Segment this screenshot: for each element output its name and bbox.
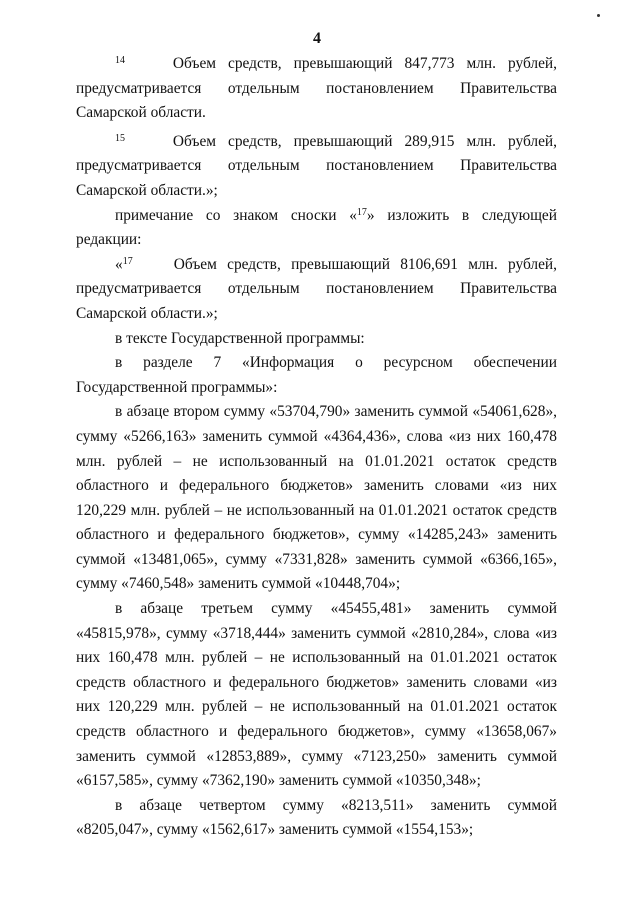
page-number: 4 xyxy=(313,30,321,47)
paragraph: в абзаце третьем сумму «45455,481» заменить суммой «45815,978», сумму «3718,444» заменить суммой «2810,284», слова «из них 160,478 млн. рублей – не использованный на 01.01.2021 остаток средств областного и федерального бюджетов» заменить словами «из них 120,229 млн. рублей – не использованный на 01.01.2021 остаток средств областного и федерального бюджетов», сумму «13658,067» заменить суммой «12853,889», сумму «7123,250» заменить суммой «6157,585», сумму «7362,190» заменить суммой «10350,348»; xyxy=(76,600,557,790)
footnote-mark: 15 xyxy=(115,132,125,144)
note-instruction xyxy=(76,204,557,253)
footnote-mark: 17 xyxy=(356,206,367,218)
paragraph: в абзаце втором сумму «53704,790» заменить суммой «54061,628», сумму «5266,163» заменить суммой «4364,436», слова «из них 160,478 млн. рублей – не использованный на 01.01.2021 остаток средств областного и федерального бюджетов» заменить словами «из них 120,229 млн. рублей – не использованный на 01.01.2021 остаток средств областного и федерального бюджетов», сумму «14285,243» заменить суммой «13481,065», сумму «7331,828» заменить суммой «6366,165», сумму «7460,548» заменить суммой «10448,704»; xyxy=(76,403,557,593)
footnote-text-line1: Объем средств, превышающий 289,915 млн. рублей, xyxy=(172,132,557,150)
footnote-mark: 14 xyxy=(115,55,125,66)
note-instruction-before: примечание со знаком сноски « xyxy=(115,206,357,224)
footnote-17 xyxy=(76,253,557,327)
footnote-15 xyxy=(76,130,557,204)
footnote-mark: 17 xyxy=(122,255,133,267)
footnote-14 xyxy=(76,52,557,126)
scan-dot xyxy=(597,14,600,17)
paragraph: в разделе 7 «Информация о ресурсном обеспечении Государственной программы»: xyxy=(76,354,557,396)
paragraph: в тексте Государственной программы: xyxy=(115,329,365,347)
footnote-text-line1: Объем средств, превышающий 8106,691 млн. рублей, xyxy=(163,255,557,273)
paragraph: в абзаце четвертом сумму «8213,511» заменить суммой «8205,047», сумму «1562,617» заменить суммой «1554,153»; xyxy=(76,796,557,839)
open-quote: « xyxy=(115,255,123,273)
footnote-text-rest: предусматривается отдельным постановлением Правительства Самарской области. xyxy=(76,79,557,122)
note-instruction-after: » изложить в следующей редакции: xyxy=(76,206,557,249)
footnote-text-line1: Объем средств, превышающий 847,773 млн. рублей, xyxy=(172,55,557,72)
footnote-text-rest: предусматривается отдельным постановлением Правительства Самарской области.»; xyxy=(76,280,557,322)
document-body xyxy=(76,52,557,843)
footnote-text-rest: предусматривается отдельным постановлением Правительства Самарской области.»; xyxy=(76,157,557,199)
